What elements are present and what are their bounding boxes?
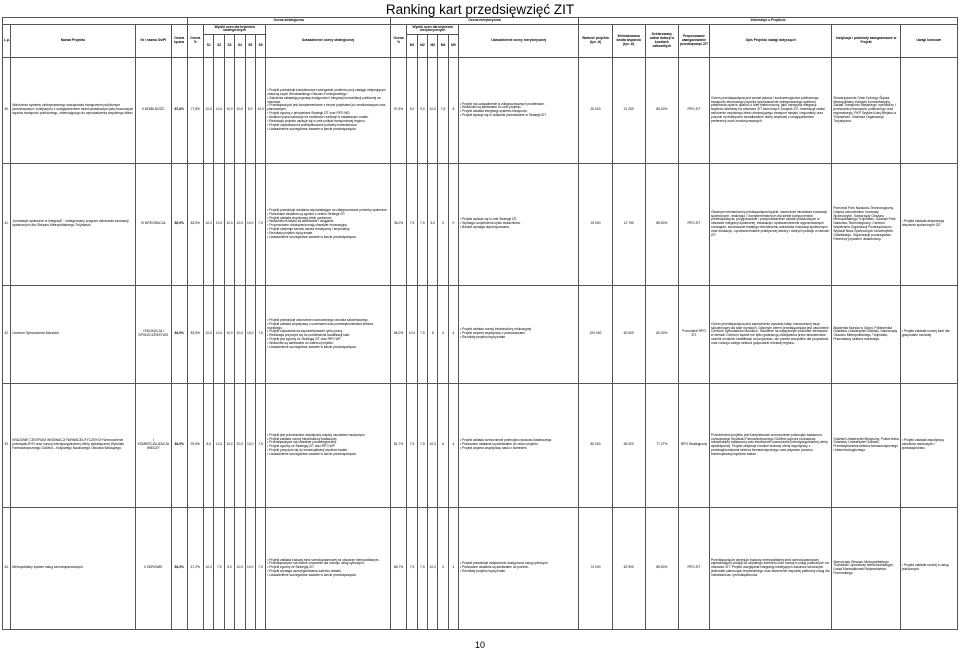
merit-criterion-score: 9,0 [407, 57, 417, 163]
final-remarks: • Projekt zakłada współpracę ośrodków naukowych i przedsiębiorstw. [900, 383, 957, 507]
strategic-criterion-score: 10,0 [204, 285, 214, 383]
justification-line: • Wskaźniki są adekwatne do celu projektu. [460, 105, 522, 110]
header-str-results: Wyniki ocen dla kryteriów strategicznych [204, 25, 266, 35]
strategic-criterion-score: 10,0 [235, 57, 245, 163]
strategic-criterion-score: 10,0 [235, 163, 245, 285]
project-name: Centrum Symulatorów Morskich [11, 285, 135, 383]
header-str-uzasad: Uzasadnienie oceny strategicznej [266, 25, 391, 58]
justification-line: • Projekt wspiera współpracę z pracodawcami. [460, 331, 526, 336]
institutions: Stowarzyszenie Gmin Dolnego Śląska, Metropolitalny Związek Komunikacyjny, Zakład Transportu Miejskiego, operatorzy i przewoźnicy transportu publicznego oraz regionalnego, PKP Szybka Kolej Miejska w Trójmieście, Gdańska Organizacja Turystyczna. [832, 57, 900, 163]
header-group-info: Informacje o Projekcie [579, 18, 958, 25]
justification-line: • Rezultaty projektu będą trwałe. [460, 335, 506, 340]
justification-line: • Projekt zgodny z priorytetami Strategii ZIT oraz RPO WD. [267, 111, 351, 116]
requested-amount: 62 900 [612, 507, 645, 629]
header-empty [3, 18, 188, 25]
strategic-criterion-score: 10,0 [214, 285, 224, 383]
merit-criterion-score: 10,0 [428, 383, 438, 507]
justification-line: • Projekt jest zgodny ze Strategią ZIT oraz RPO WP. [267, 337, 342, 342]
justification-line: • Projekt przewiduje kompleksowe rozwiązanie problemu przy zasięgu obejmującym znaczną część Wrocławskiego Obszaru Funkcjonalnego. [267, 88, 386, 96]
declared-share: 77,27% [645, 383, 678, 507]
justification-line: • Projekt wpisuje się w działania przewidziane w Strategii ZIT. [460, 113, 547, 118]
header-mer-uzasad: Uzasadnienie oceny merytorycznej [459, 25, 579, 58]
merit-score: 97,6% [390, 57, 407, 163]
merit-criterion-score: 4 [448, 285, 458, 383]
strategic-criterion-score: 10,0 [224, 383, 234, 507]
proposed-engagement: RPO ZIT [678, 507, 709, 629]
merit-criterion-score: 4 [448, 507, 458, 629]
axis-number: III INTEGRACJA [135, 163, 171, 285]
requested-amount: 12 750 [612, 163, 645, 285]
justification-line: • Projekt zakłada rozwój infrastruktury edukacyjnej. [460, 327, 532, 332]
justification-line: • Przedsięwzięcie jest komplementarne z innymi projektami już zrealizowanymi oraz planowanymi. [267, 103, 386, 112]
justification-line: • Wymaga uzupełnienia opisu wskaźników. [460, 221, 521, 226]
institutions: Akademia Morska w Gdyni, Politechnika Gdańska, Uniwersytet Gdański, Samorządy Obszaru Metropolitalnego Trójmiasto, Pracodawcy sektora morskiego. [832, 285, 900, 383]
strategic-criterion-score: 10,0 [235, 507, 245, 629]
project-description: Przedsięwzięcie obejmuje budowę metropolitalnej sieci szerokopasmowej zapewniającej dostęp do szybkiego Internetu oraz rozwój e-usług publicznych na obszarze ZIT. Projekt uwzględnia integrację istniejących zasobów sieciowych jednostek samorządu terytorialnego oraz stworzenie wspólnej platformy usług dla mieszkańców i przedsiębiorców. [710, 507, 832, 629]
justification-line: • Uzasadnienie szczegółowe zawarte w karcie przedsięwzięcia. [267, 234, 357, 239]
header-group-strategic: Ocena strategiczna [187, 18, 390, 25]
header-poziom: Proponowane zaangażowanie przedsięwzięć ZIT [678, 25, 709, 58]
merit-score: 36,0% [390, 163, 407, 285]
strategic-criterion-score: 10,0 [214, 163, 224, 285]
merit-criterion-score: 7,5 [417, 383, 427, 507]
axis-number: I EDUKACJA I SPOŁECZEŃSTWO [135, 285, 171, 383]
merit-score: 86,7% [390, 507, 407, 629]
declared-share: 85,00% [645, 507, 678, 629]
header-mer-ocena: Ocena % [390, 25, 407, 58]
project-value: 100 000 [579, 285, 612, 383]
justification-line: • Uzasadnienie szczegółowe zawarte w karcie przedsięwzięcia. [267, 344, 357, 349]
merit-justification [459, 163, 579, 285]
table-row [3, 57, 958, 163]
strategic-score: 47,2% [187, 507, 204, 629]
strategic-justification [266, 383, 391, 507]
strategic-criterion-score: 10,0 [245, 163, 255, 285]
merit-criterion-score: 10,0 [407, 285, 417, 383]
header-str-ocena: Ocena % [187, 25, 204, 58]
declared-share: 85,00% [645, 57, 678, 163]
institutions: Pomorski Park Naukowo-Technologiczny, Gdynia Laboratorium Innowacji Społecznych, Samorządy Obszaru Metropolitalnego Trójmiasto, Gdański Park Naukowo-Technologiczny, Centrum Wspierania Organizacji Pozarządowych, Wydział Nauk Społecznych Uniwersytetu Gdańskiego, Organizacje pozarządowe, Partnerzy prywatni i akademiccy. [832, 163, 900, 285]
justification-line: • Wskaźniki są adekwatne do zakresu projektu. [267, 340, 334, 345]
strategic-criterion-score: 5,0 [224, 507, 234, 629]
header-s3: S3 [224, 34, 234, 57]
strategic-justification [266, 163, 391, 285]
total-score: 87,6% [171, 57, 187, 163]
justification-line: • Projekt zakłada współpracę z uczelniami oraz przedsiębiorstwami sektora morskiego. [267, 321, 374, 330]
strategic-criterion-score: 10,0 [224, 285, 234, 383]
merit-criterion-score: 6 [438, 383, 448, 507]
table-row [3, 507, 958, 629]
header-s1: S1 [204, 34, 214, 57]
project-description: Głównymi elementami przedsięwzięcia będzie: utworzenie inkubatora innowacji społecznych, realizacja 7 komplementarnych dla siebie komponentów przedsięwzięcia, przygotowanie i przeprowadzenie działań pilotażowych w obszarze integracji społecznej, ewaluacja i upowszechnienie wypracowanych rozwiązań, zbudowanie trwałego mechanizmu wdrażania innowacji społecznych oraz edukacja - upowszechnianie praktycznej wiedzy i dobrych praktyk w ramach ZIT. [710, 163, 832, 285]
justification-line: • Realizacja projektu wpisuje się w cele polityki transportowej regionu. [267, 118, 366, 123]
total-score: 83,9% [171, 163, 187, 285]
table-row [3, 163, 958, 285]
strategic-criterion-score: 7,5 [255, 383, 265, 507]
justification-line: • Projekt wpisuje się w cele Strategii ZIT. [460, 217, 518, 222]
proposed-engagement: RPO ZIT [678, 163, 709, 285]
header-s4: S4 [235, 34, 245, 57]
table-row [3, 285, 958, 383]
header-name: Nazwa Projektu [11, 25, 135, 58]
header-uwagi: Uwagi końcowe [900, 25, 957, 58]
strategic-criterion-score: 10,0 [214, 57, 224, 163]
header-m3: M3 [428, 34, 438, 57]
strategic-criterion-score: 10,0 [235, 285, 245, 383]
strategic-criterion-score: 10,0 [204, 507, 214, 629]
project-description: Przedmiotem projektu jest kompleksowe wzmocnienie potencjału badawczo-rozwojowego Wydziału Farmaceutycznego GUMed poprzez rozbudowę infrastruktury badawczej oraz stworzenie nowoczesnej interdyscyplinarnej oferty dydaktycznej. Projekt obejmuje również budowę oferty współpracy z przedsiębiorstwami sektora farmaceutycznego oraz wsparcie procesu komercjalizacji wyników badań. [710, 383, 832, 507]
requested-amount: 60 000 [612, 285, 645, 383]
justification-line: • Projekt odpowiada na zidentyfikowane potrzeby mieszkańców. [267, 122, 358, 127]
header-ocena-laczna: Ocena łączna [171, 25, 187, 58]
strategic-criterion-score: 10,0 [204, 163, 214, 285]
ranking-table [2, 17, 958, 630]
page-title: Ranking kart przedsięwzięć ZIT [385, 2, 575, 17]
strategic-justification [266, 57, 391, 163]
justification-line: • Planowane działania są zgodne z celami Strategii ZIT. [267, 211, 346, 216]
merit-criterion-score: 4 [448, 383, 458, 507]
final-remarks: • Projekt zakłada rozwój e-usług publicznych. [900, 507, 957, 629]
project-description: Celem przedsięwzięcia jest wzrost jakości i konkurencyjności publicznego transportu zbiorowego poprzez wprowadzenie zintegrowanego systemu pobierania opłat w oparciu o bilet elektroniczny, jako narzędzia integracji taryfowo-biletowej na obszarze ZIT tworzonych Związek ZIT. Inwestycja ułatwi wdrożenie wspólnego biletu obejmującego transport miejski i regionalny oraz pozwoli na elastyczne kształtowanie oferty taryfowej z uwzględnieniem preferencji osób zmotoryzowanych. [710, 57, 832, 163]
merit-criterion-score: 4 [438, 285, 448, 383]
justification-line: • Projekt odpowiada na zapotrzebowanie rynku pracy. [267, 329, 343, 334]
justification-line: • Projekt przewiduje zwiększenie dostępności usług cyfrowych. [460, 561, 549, 566]
justification-line: • Projekt zakłada integrację systemu transportu. [460, 109, 528, 114]
justification-line: • Projekt jest przedmiotem współpracy między ośrodkami naukowymi. [267, 432, 366, 437]
total-score: 84,9% [171, 285, 187, 383]
merit-justification [459, 285, 579, 383]
justification-line: • Uzasadnienie szczegółowe zawarte w karcie przedsięwzięcia. [267, 451, 357, 456]
strategic-justification [266, 507, 391, 629]
proposed-engagement: RPO Strategiczny [678, 383, 709, 507]
strategic-score: 83,9% [187, 163, 204, 285]
final-remarks: • Projekt zakłada rozwój kadr dla gospodarki morskiej. [900, 285, 957, 383]
header-m4: M4 [438, 34, 448, 57]
project-name: Metropolitalny system usług szerokopasmowych [11, 507, 135, 629]
merit-criterion-score: 7,5 [407, 163, 417, 285]
strategic-criterion-score: 10,0 [224, 57, 234, 163]
header-m2: M2 [417, 34, 427, 57]
merit-criterion-score: 7,5 [407, 383, 417, 507]
justification-line: • Projekt przewiduje działania odpowiadające na zdiagnozowane potrzeby społeczne. [267, 207, 388, 212]
table-row [3, 383, 958, 507]
header-lp: L.p. [3, 25, 11, 58]
merit-justification [459, 383, 579, 507]
header-nr: Nr i nazwa OsiPI [135, 25, 171, 58]
strategic-criterion-score: 10,0 [245, 383, 255, 507]
total-score: 84,9% [171, 507, 187, 629]
merit-criterion-score: 7,5 [438, 57, 448, 163]
row-lp: 32. [3, 285, 11, 383]
header-opis: Opis Projektu /uwagi dotyczące/ [710, 25, 832, 58]
row-lp: 31. [3, 163, 11, 285]
final-remarks [900, 57, 957, 163]
strategic-criterion-score: 10,0 [245, 507, 255, 629]
header-m1: M1 [407, 34, 417, 57]
merit-criterion-score: 0 [448, 163, 458, 285]
merit-criterion-score: 0 [438, 163, 448, 285]
project-name: Wdrożenie systemu zintegrowanego zarządzania transportem publicznym (autobusowym i kolejowym) z uwzględnieniem miast powiatowych jako kluczowych węzłów transportu publicznego, zmierzającego do wprowadzenia wspólnego biletu [11, 57, 135, 163]
institutions: Gdański Uniwersytet Medyczny, Politechnika Gdańska, Uniwersytet Gdański, Przedsiębiorstwa sektora farmaceutycznego i biotechnologicznego. [832, 383, 900, 507]
justification-line: • Projekt zakłada budowę sieci szerokopasmowej na obszarze metropolitalnym. [267, 557, 380, 562]
axis-number: II MOBILNOŚĆ [135, 57, 171, 163]
justification-line: • Projekt wymaga uszczegółowienia zakresu działań. [267, 569, 342, 574]
project-value: 74 000 [579, 507, 612, 629]
justification-line: • Rezultaty projektu będą trwałe. [460, 569, 506, 574]
header-group-merit: Ocena merytoryczna [390, 18, 579, 25]
header-wnioskowana: Wnioskowana kwota wsparcia (tys. zł) [612, 25, 645, 58]
strategic-criterion-score: 10,0 [245, 285, 255, 383]
header-s5: S5 [245, 34, 255, 57]
justification-line: • Rezultaty projektu będą trwałe. [267, 230, 314, 235]
axis-number: I KOMERCJALIZACJA WIEDZY [135, 383, 171, 507]
merit-justification [459, 507, 579, 629]
strategic-criterion-score: 10,0 [204, 57, 214, 163]
justification-line: • Planowane działania są adekwatne do celów projektu. [460, 442, 539, 447]
justification-line: • Projekt wspiera współpracę nauki z biznesem. [460, 446, 528, 451]
axis-number: II ZDROWIE [135, 507, 171, 629]
declared-share: 60,00% [645, 285, 678, 383]
justification-line: • Realizacja przyczyni się do podniesienia kwalifikacji kadr. [267, 333, 351, 338]
project-value: 80 000 [579, 383, 612, 507]
strategic-criterion-score: 10,0 [235, 383, 245, 507]
header-mer-results: Wyniki ocen dla kryteriów merytorycznych [407, 25, 459, 35]
merit-score: 81,7% [390, 383, 407, 507]
merit-score: 86,0% [390, 285, 407, 383]
project-value: 25 000 [579, 57, 612, 163]
project-name: KRAJOWE CENTRUM INNOWACJI FARMACEUTYCZNYCH Wzmocnienie potencjału B+R oraz rozwój interdyscyplinarnej oferty dydaktycznej Wydziału Farmaceutycznego GUMed – Krajowego Naukowego Ośrodka Wiodącego. [11, 383, 135, 507]
justification-line: • Projekt przyczyni się do komercjalizacji wyników badań. [267, 448, 348, 453]
justification-line: • Projekt zakłada wzmocnienie potencjału naukowo-badawczego. [460, 438, 553, 443]
strategic-criterion-score: 7,5 [255, 507, 265, 629]
project-name: „Innowacje społeczne w integracji” - zintegrowany program wdrażania innowacji społecznych dla Obszaru Metropolitalnego Trójmiasto [11, 163, 135, 285]
merit-criterion-score: 7,5 [417, 285, 427, 383]
strategic-justification [266, 285, 391, 383]
justification-line: • Wskaźniki rezultatu są adekwatne i osiągalne. [267, 219, 335, 224]
header-s6: S6 [255, 34, 265, 57]
strategic-criterion-score: 10,0 [214, 383, 224, 507]
justification-line: • Proponowane rozwiązania mają charakter innowacyjny. [267, 223, 348, 228]
header-instytucje: Instytucja / podmioty zaangażowane w Projekt [832, 25, 900, 58]
strategic-score: 77,8% [187, 57, 204, 163]
justification-line: • Uzasadnienie szczegółowe zawarte w karcie przedsięwzięcia. [267, 126, 357, 131]
strategic-criterion-score: 8,0 [204, 383, 214, 507]
justification-line: • Projekt zakłada współpracę wielu partnerów. [267, 215, 332, 220]
justification-line: • Projekt ma uzasadnienie w zdiagnozowanych problemach. [460, 101, 545, 106]
page-number: 10 [474, 640, 485, 650]
strategic-criterion-score: 7,5 [214, 507, 224, 629]
total-score: 84,9% [171, 383, 187, 507]
justification-line: • Projekt obejmuje szeroki zakres tematyczny i terytorialny. [267, 227, 350, 232]
project-description: Celem przedsięwzięcia jest zapewnienie wysokiej klasy nowoczesnej bazy szkoleniowej dla kadr morskich. Głównym celem przedsięwzięcia jest utworzenie Centrum Symulatorów Morskich. Szkolenie na najwyższym poziomie oferowane w ramach Centrum będzie nie tylko gwarancją zdobywania przez absolwentów uczelni morskich kwalifikacji na przyszłość, ale przede wszystkim dla przyszłości oraz rozwoju całego sektora gospodarki morskiej regionu. [710, 285, 832, 383]
strategic-criterion-score: 7,5 [255, 163, 265, 285]
merit-criterion-score: 7,5 [407, 507, 417, 629]
header-m5: M5 [448, 34, 458, 57]
justification-line: • Analiza ryzyka wskazuje na możliwość realizacji w zakładanym czasie. [267, 115, 369, 120]
justification-line: • Przedsięwzięcie ma istotne znaczenie dla rozwoju usług cyfrowych. [267, 561, 365, 566]
merit-criterion-score: 10,0 [428, 57, 438, 163]
merit-criterion-score: 7,5 [417, 163, 427, 285]
strategic-score: 83,9% [187, 285, 204, 383]
merit-criterion-score: 9,0 [417, 57, 427, 163]
proposed-engagement: RPO ZIT [678, 57, 709, 163]
merit-criterion-score: 7,5 [417, 507, 427, 629]
justification-line: • Przedsięwzięcie ma charakter ponadregionalny. [267, 440, 337, 445]
merit-criterion-score: 8 [428, 285, 438, 383]
merit-criterion-score: 4 [438, 507, 448, 629]
institutions: Samorządy Obszaru Metropolitalnego Trójmiasto, operatorzy telekomunikacyjni, Urząd Marszałkowski Województwa Pomorskiego. [832, 507, 900, 629]
merit-criterion-score: 10,0 [428, 507, 438, 629]
strategic-criterion-score: 7,5 [255, 285, 265, 383]
justification-line: • Projekt zgodny ze Strategią ZIT. [267, 565, 315, 570]
justification-line: • Uzasadnienie szczegółowe zawarte w karcie przedsięwzięcia. [267, 573, 357, 578]
strategic-criterion-score: 10,0 [224, 163, 234, 285]
proposed-engagement: Pomorskie RPO ZIT [678, 285, 709, 383]
requested-amount: 68 000 [612, 383, 645, 507]
justification-line: • Projekt zgodny ze Strategią ZIT oraz RPO WP. [267, 444, 336, 449]
project-value: 15 000 [579, 163, 612, 285]
requested-amount: 21 250 [612, 57, 645, 163]
merit-criterion-score: 8 [448, 57, 458, 163]
declared-share: 85,00% [645, 163, 678, 285]
merit-criterion-score: 5,0 [428, 163, 438, 285]
row-lp: 33. [3, 383, 11, 507]
header-wartosc: Wartość projektu (tys. zł) [579, 25, 612, 58]
justification-line: • Planowane działania są adekwatne do potrzeb. [460, 565, 529, 570]
merit-justification [459, 57, 579, 163]
justification-line: • Projekt zakłada rozwój infrastruktury badawczej. [267, 436, 338, 441]
strategic-criterion-score: 5,0 [245, 57, 255, 163]
strategic-criterion-score: 10,0 [255, 57, 265, 163]
justification-line: • Budżet wymaga doprecyzowania. [460, 225, 510, 230]
row-lp: 30. [3, 57, 11, 163]
header-deklarowany: Deklarowany udział dotacji w kosztach całkowitych [645, 25, 678, 58]
header-s2: S2 [214, 34, 224, 57]
final-remarks: • Projekt zakłada aktywizację obszarów społecznych ZIT. [900, 163, 957, 285]
row-lp: 34. [3, 507, 11, 629]
justification-line: • Projekt przewiduje utworzenie nowoczesnego ośrodka szkoleniowego. [267, 317, 369, 322]
strategic-score: 92,9% [187, 383, 204, 507]
justification-line: • Założenia zakładają poprawę dostępności i integracji komunikacji publicznej na obszarze. [267, 95, 381, 104]
